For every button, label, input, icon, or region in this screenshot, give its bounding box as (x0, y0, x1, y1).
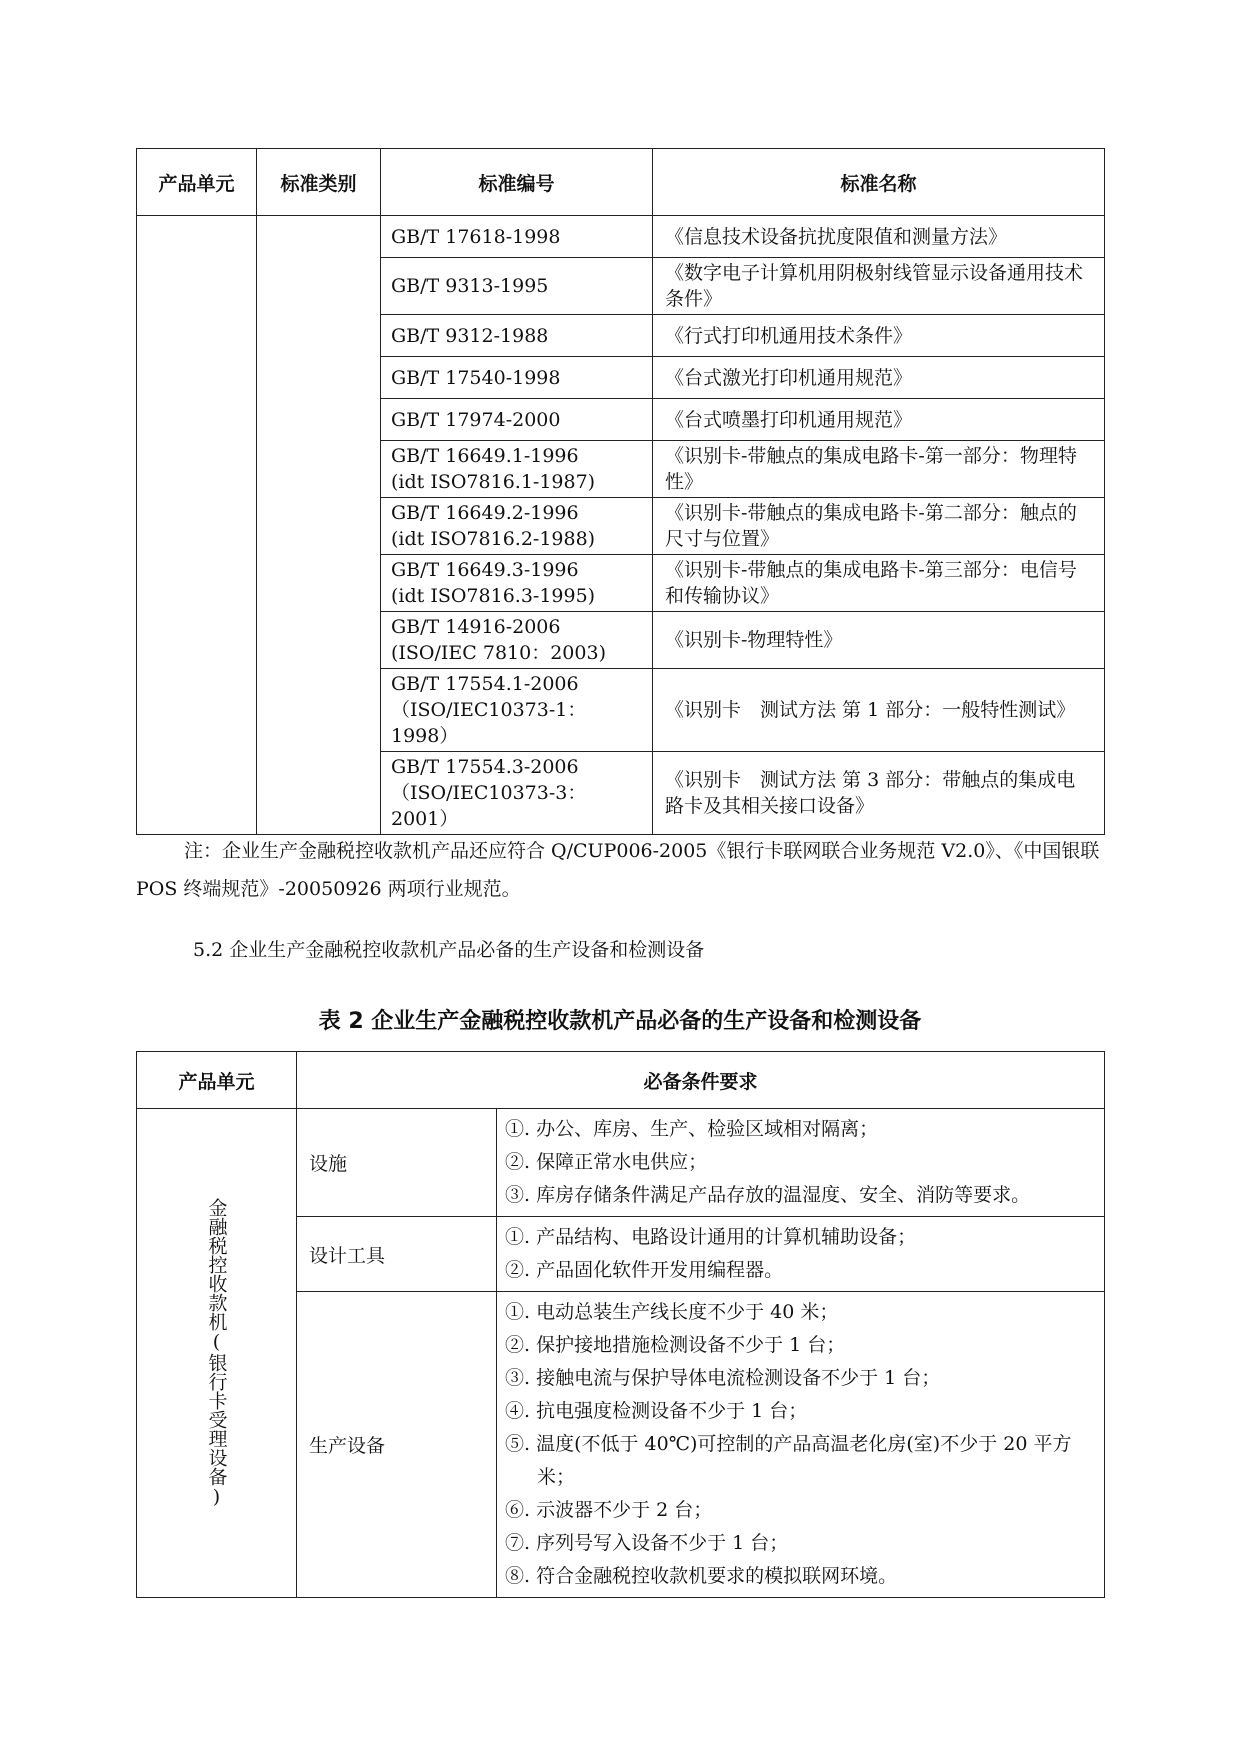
standard-number-line: GB/T 17540-1998 (391, 366, 561, 389)
standard-name-cell: 《识别卡-带触点的集成电路卡-第二部分：触点的尺寸与位置》 (653, 498, 1105, 555)
standard-number-cell (381, 399, 653, 441)
standard-number-line: GB/T 16649.3-1996 (391, 559, 579, 581)
standards-table-body (137, 216, 1105, 835)
standard-name-cell: 《信息技术设备抗扰度限值和测量方法》 (653, 216, 1105, 258)
standard-name-cell: 《台式激光打印机通用规范》 (653, 357, 1105, 399)
requirement-item: ③. 库房存储条件满足产品存放的温湿度、安全、消防等要求。 (505, 1184, 1031, 1206)
standard-name-cell: 《识别卡 测试方法 第 1 部分：一般特性测试》 (653, 669, 1105, 752)
standard-name-cell: 《识别卡 测试方法 第 3 部分：带触点的集成电路卡及其相关接口设备》 (653, 752, 1105, 835)
table-row (137, 216, 1105, 258)
standard-name-cell: 《识别卡-带触点的集成电路卡-第三部分：电信号和传输协议》 (653, 555, 1105, 612)
standard-number-cell (381, 441, 653, 498)
requirement-item: ⑥. 示波器不少于 2 台； (505, 1499, 713, 1521)
standard-name-cell: 《识别卡-带触点的集成电路卡-第一部分：物理特性》 (653, 441, 1105, 498)
standard-number-cell (381, 612, 653, 669)
table-row (137, 1109, 1105, 1217)
category-cell (257, 216, 381, 835)
requirement-category: 生产设备 (297, 1292, 497, 1598)
header-category: 标准类别 (257, 149, 381, 216)
table-note: 注：企业生产金融税控收款机产品还应符合 Q/CUP006-2005《银行卡联网联合业务规范 V2.0》、《中国银联 POS 终端规范》-20050926 两项行业规范。 (136, 840, 1100, 900)
standard-number-line: (idt ISO7816.3-1995) (391, 585, 596, 607)
requirement-item: ②. 保障正常水电供应； (505, 1151, 708, 1173)
requirement-item: ⑤. 温度(不低于 40℃)可控制的产品高温老化房(室)不少于 20 平方米； (505, 1433, 1072, 1488)
standard-number-cell (381, 216, 653, 258)
requirement-item: ①. 电动总装生产线长度不少于 40 米； (505, 1301, 839, 1323)
requirement-item: ①. 办公、库房、生产、检验区域相对隔离； (505, 1118, 879, 1140)
requirement-item: ④. 抗电强度检测设备不少于 1 台； (505, 1400, 808, 1422)
unit-cell (137, 216, 257, 835)
header-number: 标准编号 (381, 149, 653, 216)
standard-number-cell (381, 752, 653, 835)
requirement-list (497, 1292, 1105, 1598)
standard-number-cell (381, 555, 653, 612)
section-heading: 5.2 企业生产金融税控收款机产品必备的生产设备和检测设备 (193, 939, 705, 961)
requirement-item: ⑧. 符合金融税控收款机要求的模拟联网环境。 (505, 1565, 898, 1587)
standard-number-cell (381, 258, 653, 315)
standard-number-line: GB/T 17554.1-2006 (391, 673, 579, 695)
requirement-category: 设施 (297, 1109, 497, 1217)
equipment-table-body (137, 1109, 1105, 1598)
standard-number-cell (381, 498, 653, 555)
standard-number-line: (idt ISO7816.1-1987) (391, 471, 596, 493)
standard-number-line: GB/T 17974-2000 (391, 408, 561, 431)
requirement-item: ②. 产品固化软件开发用编程器。 (505, 1259, 784, 1281)
header-name: 标准名称 (653, 149, 1105, 216)
requirement-item: ③. 接触电流与保护导体电流检测设备不少于 1 台； (505, 1367, 941, 1389)
standard-number-cell (381, 315, 653, 357)
standard-number-line: GB/T 9313-1995 (391, 275, 549, 297)
table-header-row (137, 1052, 1105, 1109)
standard-number-line: （ISO/IEC10373-3：2001） (391, 782, 587, 830)
equipment-table (136, 1051, 1105, 1598)
table-header-row (137, 149, 1105, 216)
header-unit: 产品单元 (137, 149, 257, 216)
standard-number-line: GB/T 17618-1998 (391, 225, 561, 248)
standard-number-cell (381, 357, 653, 399)
requirement-category: 设计工具 (297, 1217, 497, 1292)
unit-cell (137, 1109, 297, 1598)
standard-number-line: GB/T 9312-1988 (391, 324, 549, 347)
header-requirements: 必备条件要求 (297, 1052, 1105, 1109)
requirement-item: ①. 产品结构、电路设计通用的计算机辅助设备； (505, 1226, 917, 1248)
standard-number-line: GB/T 14916-2006 (391, 616, 561, 638)
standards-table (136, 148, 1105, 835)
standard-number-line: (idt ISO7816.2-1988) (391, 528, 596, 550)
table-caption: 表 2 企业生产金融税控收款机产品必备的生产设备和检测设备 (318, 1009, 922, 1034)
unit-name-vertical: 金融税控收款机(银行卡受理设备) (205, 1198, 228, 1508)
standard-name-cell: 《行式打印机通用技术条件》 (653, 315, 1105, 357)
header-unit: 产品单元 (137, 1052, 297, 1109)
standard-name-cell: 《识别卡-物理特性》 (653, 612, 1105, 669)
standard-number-line: GB/T 17554.3-2006 (391, 756, 579, 778)
standard-name-cell: 《台式喷墨打印机通用规范》 (653, 399, 1105, 441)
standard-number-line: (ISO/IEC 7810：2003) (391, 642, 606, 664)
standard-name-cell: 《数字电子计算机用阴极射线管显示设备通用技术条件》 (653, 258, 1105, 315)
requirement-list (497, 1217, 1105, 1292)
standard-number-line: GB/T 16649.1-1996 (391, 445, 579, 467)
requirement-item: ⑦. 序列号写入设备不少于 1 台； (505, 1532, 789, 1554)
standard-number-line: GB/T 16649.2-1996 (391, 502, 579, 524)
requirement-list (497, 1109, 1105, 1217)
standard-number-line: （ISO/IEC10373-1：1998） (391, 699, 587, 747)
requirement-item: ②. 保护接地措施检测设备不少于 1 台； (505, 1334, 846, 1356)
standard-number-cell (381, 669, 653, 752)
